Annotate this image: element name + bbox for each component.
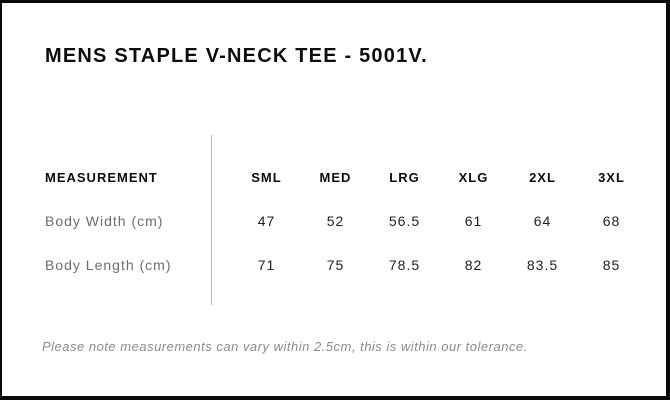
size-value: 71 bbox=[257, 257, 276, 273]
size-value: 78.5 bbox=[388, 257, 421, 273]
row-label-body-width: Body Width (cm) bbox=[45, 213, 164, 229]
size-column-header-3xl: 3XL bbox=[598, 169, 625, 185]
size-value: 75 bbox=[326, 257, 345, 273]
page-title: MENS STAPLE V-NECK TEE - 5001V. bbox=[45, 45, 428, 67]
size-value: 83.5 bbox=[526, 257, 559, 273]
size-value: 82 bbox=[464, 257, 483, 273]
size-column-header-xlg: XLG bbox=[458, 169, 489, 185]
size-column-header-med: MED bbox=[319, 169, 352, 185]
size-column-header-lrg: LRG bbox=[389, 169, 420, 185]
size-value: 52 bbox=[326, 213, 345, 229]
measurement-column-header: MEASUREMENT bbox=[45, 169, 158, 185]
row-label-body-length: Body Length (cm) bbox=[45, 257, 172, 273]
size-chart-table bbox=[45, 155, 646, 287]
size-value: 85 bbox=[602, 257, 621, 273]
size-value: 68 bbox=[602, 213, 621, 229]
tolerance-footnote: Please note measurements can vary within 2.5cm, this is within our tolerance. bbox=[42, 339, 528, 354]
size-value: 64 bbox=[533, 213, 552, 229]
size-column-header-2xl: 2XL bbox=[529, 169, 556, 185]
size-value: 61 bbox=[464, 213, 483, 229]
size-value: 56.5 bbox=[388, 213, 421, 229]
size-column-header-sml: SML bbox=[251, 169, 282, 185]
size-value: 47 bbox=[257, 213, 276, 229]
